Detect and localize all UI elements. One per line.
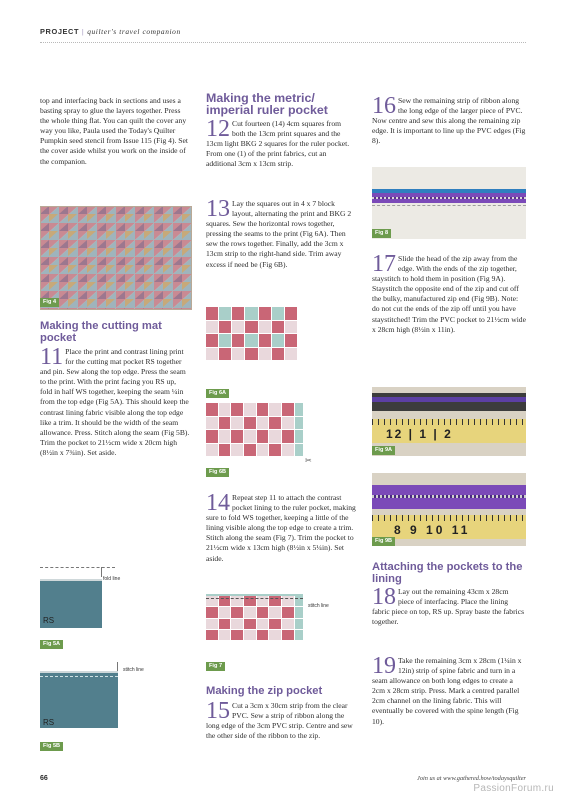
fig5b-leader (117, 662, 118, 671)
step-text: Place the print and contrast lining print for the cutting mat pocket RS together and pin. Sew along the top edge. Press the seam to the print. With the print facing you RS up, fold in half WS together, keeping the seam ¼in from the top edge (Fig 5A). This should keep the contrast lining fabric visible along the top edge like a trim. It should be the width of the seam allowance. Press. Stitch along the seam (Fig 5B). Trim the pocket to 21½cm wide x 20cm high (8½in x 7¾in). Set aside. (40, 347, 190, 457)
project-subtitle: quilter's travel companion (87, 27, 181, 36)
fig9a-photo (372, 387, 526, 456)
fig5a-fold-label: fold line (103, 576, 121, 582)
step-text: Repeat step 11 to attach the contrast pocket lining to the ruler pocket, making sure to fold WS together, keeping a little of the lining visible along the top edge to create a trim. Stitch along the seam (Fig 7). Trim the pocket to 21½cm wide x 13cm high (8½in x 5¼in). Set aside. (206, 493, 356, 563)
step-18 (372, 584, 526, 627)
fig6b-block-grid (206, 403, 303, 456)
step-number: 18 (372, 584, 396, 610)
step-number: 15 (206, 698, 230, 724)
scissors-icon: ✂ (305, 456, 312, 465)
step-number: 11 (40, 344, 64, 370)
step-12 (206, 116, 356, 169)
step-19 (372, 653, 526, 727)
step-17 (372, 251, 526, 335)
ruler-numbers: 12 | 1 | 2 (386, 427, 453, 441)
zip-dark (372, 393, 526, 411)
step-15 (206, 698, 356, 741)
intro-paragraph: top and interfacing back in sections and uses a basting spray to glue the layers together. Press the whole thing flat. You can quilt the cover any way you like, Paula used the Today's Quilter Pumpkin seed stencil from Issue 115 (Fig 4). Set the cover aside whilst you work on the inside of the companion. (40, 96, 188, 166)
fig6a-block-grid (206, 307, 297, 360)
ruler-numbers: 8 9 10 11 (394, 523, 471, 537)
quilt-pattern (40, 206, 192, 310)
fig9b-photo (372, 473, 526, 546)
heading-zip-pocket: Making the zip pocket (206, 685, 323, 697)
ruler (372, 515, 526, 539)
step-11 (40, 344, 190, 458)
fig7-stitch-label: stitch line (308, 603, 329, 609)
header-rule (40, 42, 526, 43)
fig7-stitch-line (206, 598, 303, 599)
fig8-zip-photo (372, 167, 526, 239)
page-number: 66 (40, 775, 48, 782)
step-number: 12 (206, 116, 230, 142)
fig5b-tag: Fig 5B (40, 742, 63, 751)
ruler-ticks (372, 419, 526, 425)
ruler (372, 419, 526, 443)
step-text: Sew the remaining strip of ribbon along the long edge of the larger piece of PVC. Now centre and sew this along the remaining zip edge. It is important to line up the PVC edges (Fig 8). (372, 96, 526, 146)
fig4-tag: Fig 4 (40, 298, 59, 307)
fig5a-leader (101, 567, 102, 577)
page-header (40, 27, 181, 36)
footer-url: Join us at www.gathered.how/todaysquilter (417, 775, 526, 782)
step-16 (372, 93, 526, 146)
fig5a-lining-trim (40, 579, 102, 581)
heading-attaching-pockets: Attaching the pockets to the lining (372, 561, 523, 585)
fig9a-tag: Fig 9A (372, 446, 395, 455)
fig8-tag: Fig 8 (372, 229, 391, 238)
step-14 (206, 490, 356, 564)
section-label: PROJECT (40, 27, 80, 36)
fig5b-stitch-label: stitch line (123, 667, 144, 673)
fig6a-tag: Fig 6A (206, 389, 229, 398)
step-number: 14 (206, 490, 230, 516)
step-text: Take the remaining 3cm x 28cm (1¼in x 12in) strip of spine fabric and turn in a seam allowance on both long edges to create a 2cm x 28cm strip. Press. Mark a centred parallel 2cm channel on the lining fabric. This will eventually be covered with the spine length (Fig 10). (372, 656, 522, 726)
fig9b-tag: Fig 9B (372, 537, 395, 546)
watermark: PassionForum.ru (473, 783, 554, 794)
step-text: Slide the head of the zip away from the edge. With the ends of the zip together, staystitch to hold them in position (Fig 9A). Staystitch the opposite end of the zip and cut off the bulky, manufactured zip end (Fig 9B). Note: do not cut the ends of the zip off until you have staystitched! Trim the PVC pocket to 21½cm wide x 28cm high (8½in x 11in). (372, 254, 526, 334)
zip-teeth (372, 197, 526, 199)
heading-cutting-mat-pocket: Making the cutting mat pocket (40, 320, 162, 344)
zip-purple (372, 397, 526, 402)
step-13 (206, 196, 356, 270)
step-text: Cut fourteen (14) 4cm squares from both the 13cm print squares and the 13cm light BKG 2 squares for the ruler pocket. From one (1) of the print fabrics, cut an additional 3cm x 13cm strip. (206, 119, 350, 169)
step-number: 17 (372, 251, 396, 277)
zip-teeth (372, 495, 526, 498)
step-text: Lay out the remaining 43cm x 28cm piece of interfacing. Place the lining fabric piece on top, RS up. Spray baste the fabrics together. (372, 587, 525, 627)
fig5b-stitch-line (40, 676, 118, 677)
step-text: Lay the squares out in 4 x 7 block layout, alternating the print and BKG 2 squares. Sew the horizontal rows together, pressing the seams to the print (Fig 6A). Then sew the rows together. Finally, add the 3cm x 13cm strip to the right-hand side. Trim away excess if need be (Fig 6B). (206, 199, 352, 269)
fig4-quilt-photo (40, 206, 192, 310)
stitching (372, 205, 526, 206)
fig5a-fold-line (40, 567, 115, 568)
fig7-tag: Fig 7 (206, 662, 225, 671)
fig6b-tag: Fig 6B (206, 468, 229, 477)
fig5a-tag: Fig 5A (40, 640, 63, 649)
fig5b-lining-trim (40, 671, 118, 673)
ribbon-strip (372, 189, 526, 193)
fig7-pocket-grid (206, 596, 303, 640)
fig5b-rs-label: RS (43, 718, 55, 727)
header-separator: | (82, 27, 85, 36)
step-number: 19 (372, 653, 396, 679)
step-number: 16 (372, 93, 396, 119)
step-text: Cut a 3cm x 30cm strip from the clear PVC. Sew a strip of ribbon along the long edge of the 3cm PVC strip. Centre and sew the other side of the ribbon to the zip. (206, 701, 353, 741)
step-number: 13 (206, 196, 230, 222)
heading-ruler-pocket: Making the metric/ imperial ruler pocket (206, 91, 328, 118)
ruler-ticks (372, 515, 526, 521)
fig5a-rs-label: RS (43, 616, 55, 625)
